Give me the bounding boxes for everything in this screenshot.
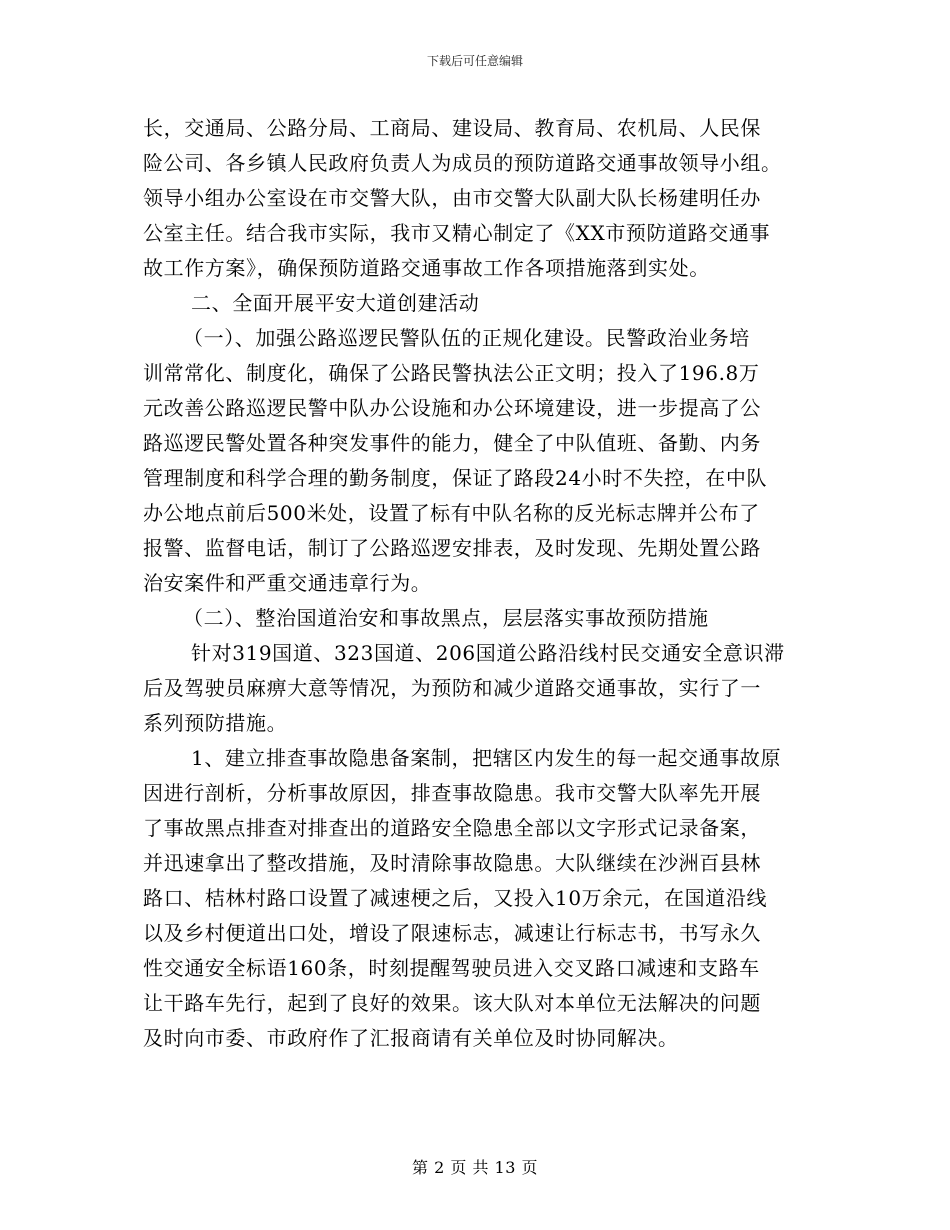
body-line: 领导小组办公室设在市交警大队，由市交警大队副大队长杨建明任办 [143,186,761,210]
body-line: 训常常化、制度化，确保了公路民警执法公正文明；投入了196.8万 [143,361,760,385]
body-line: 元改善公路巡逻民警中队办公设施和办公环境建设，进一步提高了公 [143,396,761,420]
section-heading: 二、全面开展平安大道创建活动 [191,291,480,315]
body-line: 让干路车先行，起到了良好的效果。该大队对本单位无法解决的问题 [143,991,761,1015]
body-line: 性交通安全标语160条，时刻提醒驾驶员进入交叉路口减速和支路车 [143,956,760,980]
body-line: 了事故黑点排查对排查出的道路安全隐患全部以文字形式记录备案， [143,816,761,840]
body-line: 及时向市委、市政府作了汇报商请有关单位及时协同解决。 [143,1026,679,1050]
body-line: 险公司、各乡镇人民政府负责人为成员的预防道路交通事故领导小组。 [143,151,782,175]
page-footer: 第 2 页 共 13 页 [412,1158,538,1177]
body-line: 系列预防措施。 [143,711,288,735]
subsection-heading: （二）、整治国道治安和事故黑点，层层落实事故预防措施 [183,606,709,630]
body-line: 报警、监督电话，制订了公路巡逻安排表，及时发现、先期处置公路 [143,536,761,560]
body-line: 后及驾驶员麻痹大意等情况，为预防和减少道路交通事故，实行了一 [143,676,761,700]
body-line: 办公地点前后500米处，设置了标有中队名称的反光标志牌并公布了 [143,501,760,525]
body-line: 路巡逻民警处置各种突发事件的能力，健全了中队值班、备勤、内务 [143,431,761,455]
body-line: 并迅速拿出了整改措施，及时清除事故隐患。大队继续在沙洲百县林 [143,851,761,875]
body-line: 以及乡村便道出口处，增设了限速标志，减速让行标志书，书写永久 [143,921,761,945]
subsection-heading: （一）、加强公路巡逻民警队伍的正规化建设。民警政治业务培 [183,326,750,350]
body-line: 因进行剖析，分析事故原因，排查事故隐患。我市交警大队率先开展 [143,781,761,805]
body-line: 故工作方案》，确保预防道路交通事故工作各项措施落到实处。 [143,256,710,280]
body-line: 管理制度和科学合理的勤务制度，保证了路段24小时不失控，在中队 [143,466,768,490]
body-line: 路口、桔林村路口设置了减速梗之后，又投入10万余元，在国道沿线 [143,886,768,910]
document-body [143,111,811,1056]
paragraph-start: 1、建立排查事故隐患备案制，把辖区内发生的每一起交通事故原 [191,746,782,770]
page-header: 下载后可任意编辑 [426,54,523,68]
body-line: 治安案件和严重交通违章行为。 [143,571,432,595]
body-line: 公室主任。结合我市实际，我市又精心制定了《XX市预防道路交通事 [143,221,771,245]
paragraph-start: 针对319国道、323国道、206国道公路沿线村民交通安全意识滞 [191,641,785,665]
body-line: 长，交通局、公路分局、工商局、建设局、教育局、农机局、人民保 [143,116,761,140]
